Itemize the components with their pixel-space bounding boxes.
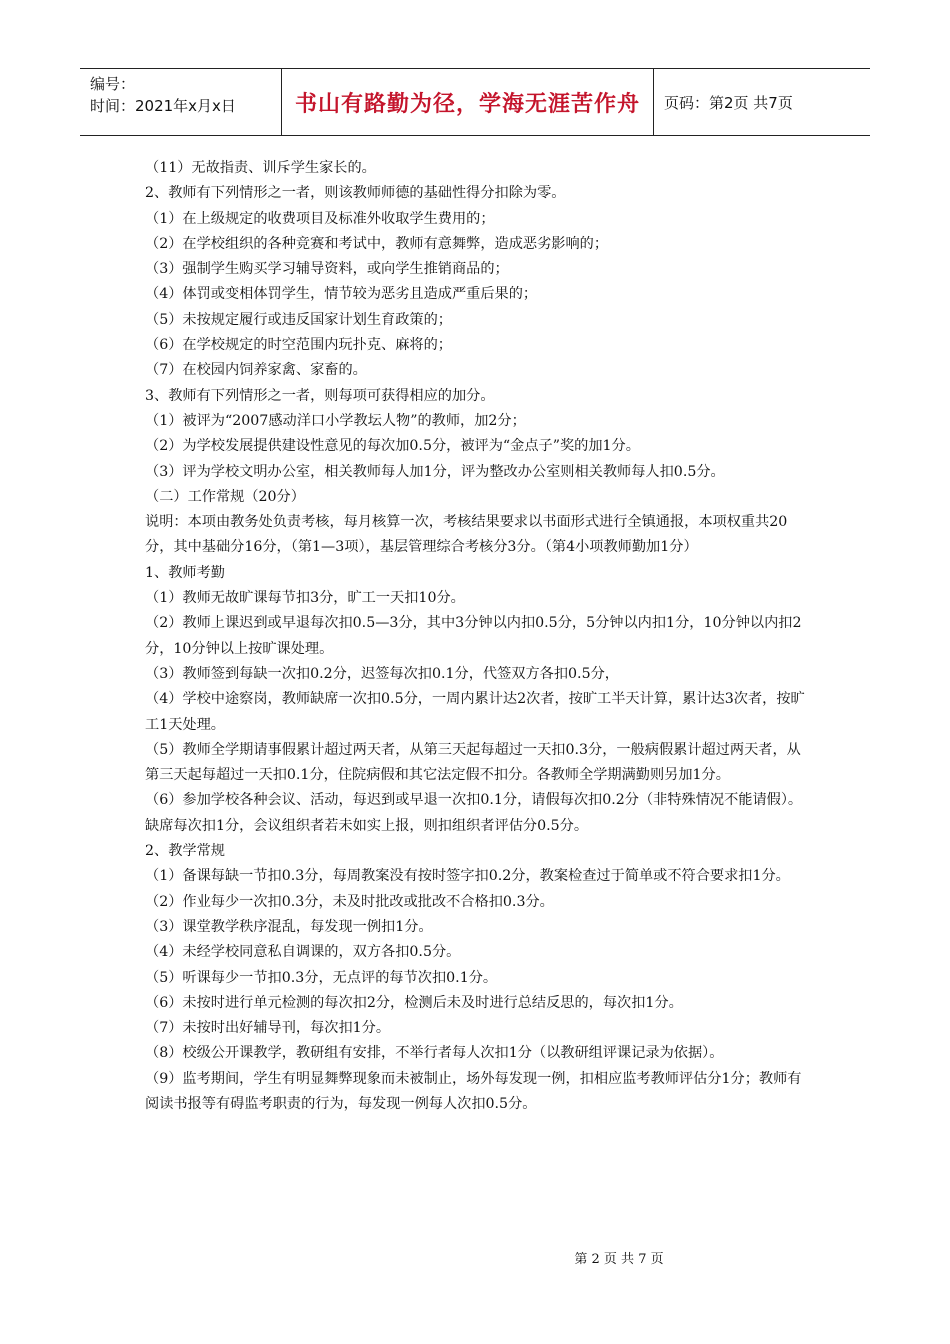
body-line: （5）教师全学期请事假累计超过两天者，从第三天起每超过一天扣0.3分，一般病假累计超过两天者，从第三天起每超过一天扣0.1分，住院病假和其它法定假不扣分。各教师全学期满勤则另加1分。 xyxy=(145,741,801,784)
body-line: （2）为学校发展提供建设性意见的每次加0.5分，被评为“金点子”奖的加1分。 xyxy=(145,438,640,455)
body-line: （11）无故指责、训斥学生家长的。 xyxy=(145,160,376,176)
document-body xyxy=(145,156,810,1117)
serial-label: 编号： xyxy=(90,75,136,93)
body-line: （5）听课每少一节扣0.3分，无点评的每节次扣0.1分。 xyxy=(145,969,498,986)
body-line: （7）在校园内饲养家禽、家畜的。 xyxy=(145,362,367,379)
body-line: （6）在学校规定的时空范围内玩扑克、麻将的； xyxy=(145,337,452,354)
body-line: （1）教师无故旷课每节扣3分，旷工一天扣10分。 xyxy=(145,590,465,607)
header-page-info: 页码：第2页 共7页 xyxy=(664,93,793,112)
body-line: （1）被评为“2007感动洋口小学教坛人物”的教师，加2分； xyxy=(145,412,526,429)
body-line: （2）教师上课迟到或早退每次扣0.5—3分，其中3分钟以内扣0.5分，5分钟以内扣1分，10分钟以内扣2分，10分钟以上按旷课处理。 xyxy=(145,615,802,657)
subsection-heading: 2、教学常规 xyxy=(145,843,225,860)
body-line: 2、教师有下列情形之一者，则该教师师德的基础性得分扣除为零。 xyxy=(145,185,566,202)
body-line: （4）学校中途察岗，教师缺席一次扣0.5分，一周内累计达2次者，按旷工半天计算，累计达3次者，按旷工1天处理。 xyxy=(145,691,805,733)
body-line: （3）评为学校文明办公室，相关教师每人加1分，评为整改办公室则相关教师每人扣0.5分。 xyxy=(145,463,725,480)
page-number: 第 2 页 共 7 页 xyxy=(574,1252,664,1267)
body-line: （2）在学校组织的各种竞赛和考试中，教师有意舞弊，造成恶劣影响的； xyxy=(145,235,609,252)
section-heading: （二）工作常规（20分） xyxy=(145,488,305,505)
body-line: （4）未经学校同意私自调课的，双方各扣0.5分。 xyxy=(145,944,461,961)
body-line: （6）参加学校各种会议、活动，每迟到或早退一次扣0.1分，请假每次扣0.2分（非特殊情况不能请假）。缺席每次扣1分，会议组织者若未如实上报，则扣组织者评估分0.5分。 xyxy=(145,792,803,834)
body-line: （1）在上级规定的收费项目及标准外收取学生费用的； xyxy=(145,210,495,227)
header-motto: 书山有路勤为径，学海无涯苦作舟 xyxy=(282,69,654,135)
body-line: （6）未按时进行单元检测的每次扣2分，检测后未及时进行总结反思的，每次扣1分。 xyxy=(145,994,683,1011)
page-header xyxy=(80,68,870,136)
header-meta xyxy=(80,69,282,135)
page-footer xyxy=(0,1248,950,1267)
body-line: （3）课堂教学秩序混乱，每发现一例扣1分。 xyxy=(145,918,433,935)
body-line: （9）监考期间，学生有明显舞弊现象而未被制止，场外每发现一例，扣相应监考教师评估分1分；教师有阅读书报等有碍监考职责的行为，每发现一例每人次扣0.5分。 xyxy=(145,1070,802,1112)
body-line: （8）校级公开课教学，教研组有安排，不举行者每人次扣1分（以教研组评课记录为依据）。 xyxy=(145,1045,724,1062)
body-line: 3、教师有下列情形之一者，则每项可获得相应的加分。 xyxy=(145,387,495,404)
body-line: （1）备课每缺一节扣0.3分，每周教案没有按时签字扣0.2分，教案检查过于简单或不符合要求扣1分。 xyxy=(145,868,790,885)
body-line: （3）强制学生购买学习辅导资料，或向学生推销商品的； xyxy=(145,261,509,278)
body-line: （2）作业每少一次扣0.3分，未及时批改或批改不合格扣0.3分。 xyxy=(145,893,554,910)
body-line: （3）教师签到每缺一次扣0.2分，迟签每次扣0.1分，代签双方各扣0.5分， xyxy=(145,665,619,682)
date-label: 时间：2021年x月x日 xyxy=(90,97,236,115)
body-line: （7）未按时出好辅导刊，每次扣1分。 xyxy=(145,1020,391,1037)
body-line: （4）体罚或变相体罚学生，情节较为恶劣且造成严重后果的； xyxy=(145,286,538,303)
body-line: 说明：本项由教务处负责考核，每月核算一次，考核结果要求以书面形式进行全镇通报，本项权重共20分，其中基础分16分，（第1—3项），基层管理综合考核分3分。（第4小项教师勤加1分） xyxy=(145,514,788,556)
body-line: （5）未按规定履行或违反国家计划生育政策的； xyxy=(145,311,452,328)
subsection-heading: 1、教师考勤 xyxy=(145,564,225,581)
